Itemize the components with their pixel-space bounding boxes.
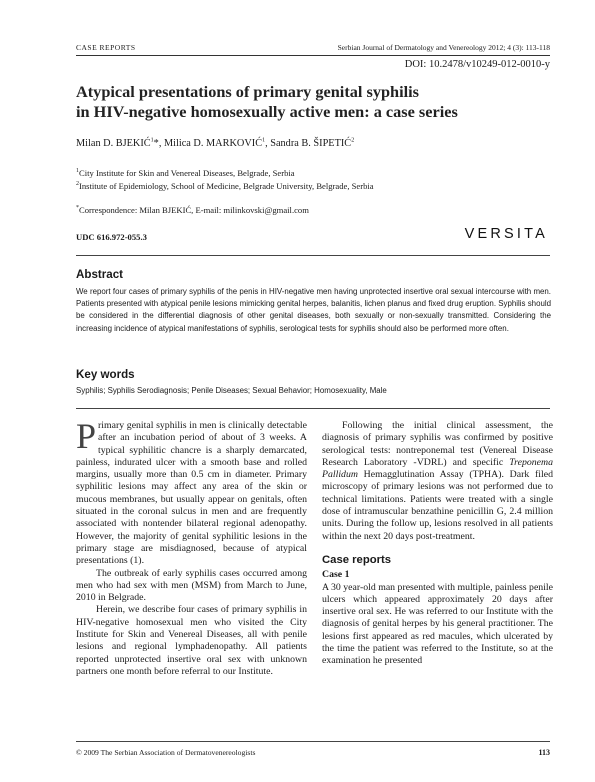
publisher-logo: VERSITA [464,226,548,242]
body-paragraph: A 30 year-old man presented with multiple, painless penile ulcers which appeared approximately 20 days after insertive oral sex. He was referred to our Institute with the diagnosis of genital herpes by his general practitioner. The lesions first appeared as red macules, which ulcerated by the time the patient was referred to the Institute, so at the examination he presented [322,581,553,667]
author-affiliation-mark: 2 [351,137,355,144]
author: Sandra B. ŠIPETIĆ [270,138,352,149]
keywords-heading: Key words [76,368,135,381]
abstract-top-divider [76,255,550,256]
running-header-journal: Serbian Journal of Dermatology and Venereology 2012; 4 (3): 113-118 [337,43,550,52]
affiliation-number: 1 [76,168,79,175]
section-heading: Case reports [322,553,392,566]
author-list [76,138,354,149]
author-affiliation-mark: 1 [262,137,266,144]
drop-cap: P [76,416,97,456]
keywords-text: Syphilis; Syphilis Serodiagnosis; Penile Diseases; Sexual Behavior; Homosexuality, Male [76,386,387,395]
corresponding-mark: * [153,138,159,149]
affiliation [76,168,295,178]
subsection-heading: Case 1 [322,569,350,581]
body-paragraph [76,416,307,568]
author-separator: , [265,138,271,149]
paragraph-text: Following the initial clinical assessment, the diagnosis of primary syphilis was confirmed by positive serological tests: nontreponemal test (Venereal Disease Research Laboratory -VDRL) and specific [322,420,553,468]
affiliation-text: Institute of Epidemiology, School of Medicine, Belgrade University, Belgrade, Serbia [79,181,374,191]
author-affiliation-mark: 1 [150,137,154,144]
affiliation [76,181,374,191]
udc-code: UDC 616.972-055.3 [76,232,147,242]
body-paragraph: Herein, we describe four cases of primary syphilis in HIV-negative homosexual men who visited the City Institute for Skin and Venereal Diseases, all with penile lesions and regional lymphadenopathy. All patients reported unprotected insertive oral sex with unknown partners one month before referral to our Institute. [76,604,307,677]
author: Milica D. MARKOVIĆ [163,138,263,149]
doi: DOI: 10.2478/v10249-012-0010-y [404,59,550,70]
footer-divider [76,741,550,742]
abstract-heading: Abstract [76,268,124,281]
correspondence-text: Correspondence: Milan BJEKIĆ, E-mail: milinkovski@gmail.com [79,205,309,215]
title-line-2: in HIV-negative homosexually active men: a case series [76,102,458,121]
body-column-left [76,416,307,678]
footer-copyright: © 2009 The Serbian Association of Dermatovenereologists [76,748,256,757]
correspondence-mark: * [76,205,79,212]
affiliation-number: 2 [76,181,79,188]
italic-term: Treponema Pallidum [322,456,553,481]
correspondence [76,205,309,215]
header-divider [76,55,550,56]
body-column-right [322,420,553,668]
page-number: 113 [538,748,550,757]
author: Milan D. BJEKIĆ [76,138,151,149]
title-line-1: Atypical presentations of primary genital syphilis [76,82,419,101]
paragraph-text: Hemagglutination Assay (TPHA). Dark filed microscopy of primary lesions was not performed due to technical limitations. Patients were treated with a single dose of intramuscular benzathine penicillin G, 2.4 million units. During the follow up, lesions resolved in all patients within the next 20 days post-treatment. [322,469,553,542]
keywords-divider [76,408,550,409]
affiliation-text: City Institute for Skin and Venereal Diseases, Belgrade, Serbia [79,168,295,178]
abstract-text: We report four cases of primary syphilis of the penis in HIV-negative men having unprotected insertive oral sexual intercourse with men. Patients presented with atypical penile lesions mimicking genital herpes, balanitis, lichen planus and fixed drug eruption. Syphilis should be considered in the differential diagnosis of other genital diseases, both sexually or non-sexually transmitted. Considering the increasing incidence of atypical manifestations of syphilis, serological tests for syphilis should also be performed more often. [76,287,551,333]
body-paragraph [322,420,553,543]
body-paragraph: The outbreak of early syphilis cases occurred among men who had sex with men (MSM) from March to June, 2010 in Belgrade. [76,567,307,604]
author-separator: , [158,138,164,149]
paragraph-text: rimary genital syphilis in men is clinically detectable after an incubation period of about of 3 weeks. A typical syphilitic chancre is a sharply demarcated, painless, indurated ulcer with a smooth base and rolled margins, usually more than 0.5 cm in diameter. Primary syphilitic lesions may affect any area of the skin or mucous membranes, but usually appear on genitals, often situated in the coronal sulcus in men and are frequently associated with nontender bilateral regional adenopathy. However, the majority of genital syphilitic lesions in the primary stage are misdiagnosed, because of atypical presentations (1). [76,420,307,567]
running-header-section: CASE REPORTS [76,43,136,52]
article-title [76,82,536,122]
